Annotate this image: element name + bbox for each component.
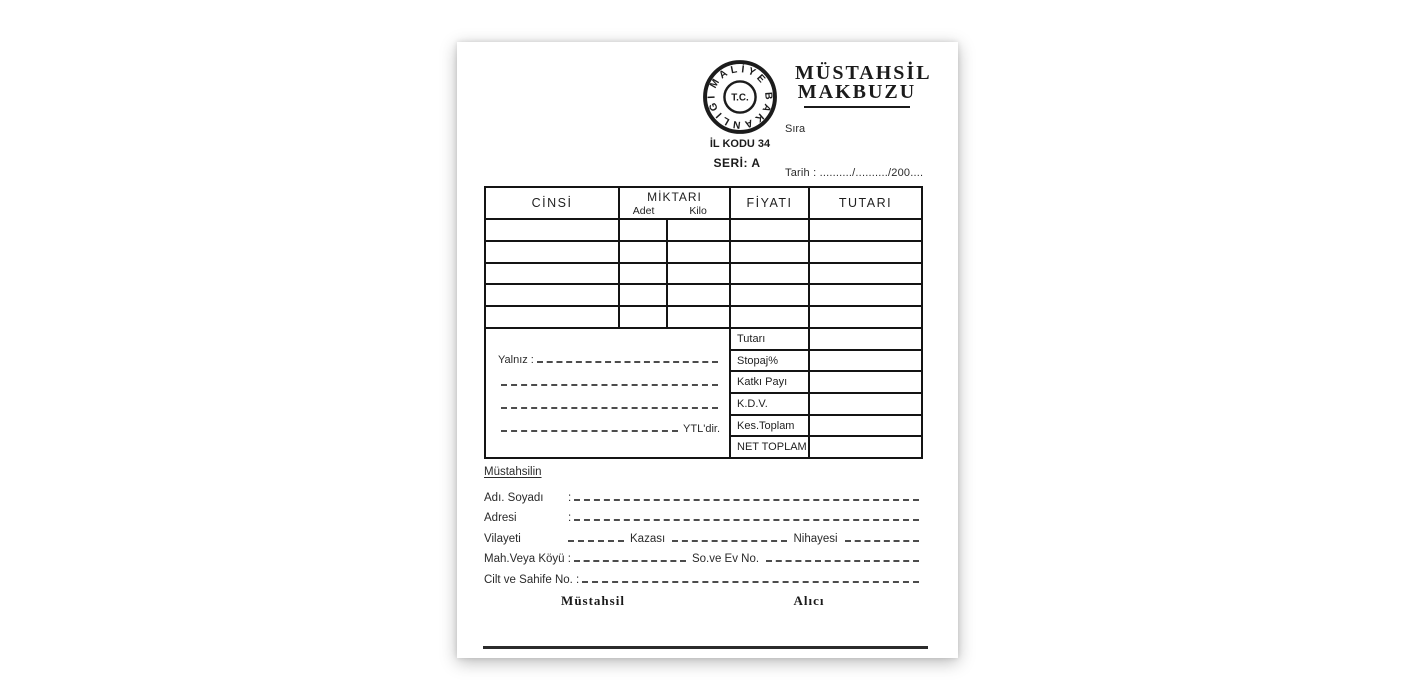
totals-label-kes-toplam: Kes.Toplam: [731, 416, 810, 436]
cell-kilo: [668, 307, 731, 327]
cell-fiyati: [731, 242, 810, 262]
dashed-line: [574, 556, 686, 562]
cell-cinsi: [486, 285, 620, 305]
miktari-label: MİKTARI: [647, 190, 702, 204]
cell-fiyati: [731, 220, 810, 240]
seal-ring-text: MALİYE BAKANLIĞI: [706, 64, 774, 130]
adresi-label: Adresi: [484, 512, 517, 524]
field-row-cilt-ve-sahife: [484, 570, 921, 586]
cilt-ve-sahife-label: Cilt ve Sahife No. :: [484, 574, 580, 586]
totals-value-cell: [810, 351, 921, 371]
dashed-line: [501, 380, 718, 386]
signature-alici: Alıcı: [793, 593, 825, 608]
totals-label-kdv: K.D.V.: [731, 394, 810, 414]
so-ve-ev-no-label: So.ve Ev No.: [691, 553, 760, 565]
cell-tutari: [810, 307, 921, 327]
table-row: [486, 242, 921, 264]
cell-adet: [620, 264, 668, 284]
totals-value-cell: [810, 416, 921, 436]
title-underline: [804, 106, 910, 108]
dashed-line: [501, 403, 718, 409]
items-table: [484, 186, 923, 459]
cell-cinsi: [486, 307, 620, 327]
mah-veya-koyu-label: Mah.Veya Köyü :: [484, 553, 571, 565]
title-line1: MÜSTAHSİL: [795, 62, 932, 84]
field-row-mah-veya-koyu: [484, 549, 921, 565]
totals-label-tutari: Tutarı: [731, 329, 810, 349]
cell-tutari: [810, 242, 921, 262]
ministry-seal-icon: [702, 59, 778, 135]
cell-adet: [620, 242, 668, 262]
cell-cinsi: [486, 220, 620, 240]
cell-adet: [620, 220, 668, 240]
miktari-subheaders: [620, 205, 729, 217]
cell-fiyati: [731, 307, 810, 327]
amount-words-line-1: [498, 343, 720, 366]
field-row-vilayeti: [484, 529, 921, 545]
dashed-line: [537, 357, 718, 363]
totals-row: [731, 329, 921, 351]
vilayeti-label: Vilayeti: [484, 533, 521, 545]
totals-row: [731, 394, 921, 416]
dashed-line: [574, 515, 919, 521]
receipt-page: [457, 42, 958, 658]
dashed-line: [501, 426, 678, 432]
table-row: [486, 264, 921, 286]
cell-kilo: [668, 285, 731, 305]
totals-row: [731, 416, 921, 438]
cell-tutari: [810, 220, 921, 240]
colon: :: [568, 492, 572, 504]
cell-kilo: [668, 242, 731, 262]
amount-words-line-3: [498, 389, 720, 412]
dashed-line: [845, 536, 919, 542]
cell-kilo: [668, 220, 731, 240]
totals-value-cell: [810, 437, 921, 457]
cell-adet: [620, 285, 668, 305]
dashed-line: [574, 495, 919, 501]
dashed-line: [672, 536, 787, 542]
table-row: [486, 307, 921, 329]
totals-label-stopaj: Stopaj%: [731, 351, 810, 371]
cell-fiyati: [731, 285, 810, 305]
signature-mustahsil: Müstahsil: [561, 593, 625, 608]
col-header-fiyati: FİYATI: [731, 188, 810, 218]
il-kodu-label: İL KODU 34: [709, 138, 771, 150]
items-table-body: [486, 220, 921, 329]
totals-block: [731, 329, 921, 457]
dashed-line: [766, 556, 919, 562]
items-table-header: [486, 188, 921, 220]
totals-label-katki-payi: Katkı Payı: [731, 372, 810, 392]
col-header-miktari: [620, 188, 731, 218]
col-header-kilo: Kilo: [689, 205, 707, 217]
cell-tutari: [810, 264, 921, 284]
title-line2: MAKBUZU: [797, 80, 917, 103]
totals-value-cell: [810, 329, 921, 349]
cell-tutari: [810, 285, 921, 305]
ytl-label: YTL'dir.: [683, 423, 720, 435]
seal-center-text: T.C.: [731, 92, 749, 104]
amount-words-line-4: [498, 412, 720, 435]
table-row: [486, 220, 921, 242]
col-header-tutari: TUTARI: [838, 196, 893, 210]
col-header-adet: Adet: [632, 205, 655, 217]
tarih-field: Tarih : ........../........../200....: [785, 167, 924, 179]
field-row-adresi: [484, 508, 921, 524]
cell-fiyati: [731, 264, 810, 284]
amount-in-words-cell: [486, 329, 731, 457]
totals-value-cell: [810, 372, 921, 392]
adi-soyadi-label: Adı. Soyadı: [484, 492, 544, 504]
footer-rule: [483, 646, 928, 649]
seri-label: SERİ: A: [713, 156, 761, 170]
cell-cinsi: [486, 264, 620, 284]
field-row-adi-soyadi: [484, 488, 921, 504]
amount-words-line-2: [498, 366, 720, 389]
table-bottom-section: [486, 329, 921, 457]
cell-cinsi: [486, 242, 620, 262]
cell-adet: [620, 307, 668, 327]
totals-row: [731, 372, 921, 394]
nihayesi-label: Nihayesi: [793, 533, 838, 545]
totals-label-net-toplam: NET TOPLAM: [731, 437, 810, 457]
col-header-cinsi: CİNSİ: [486, 188, 620, 218]
table-row: [486, 285, 921, 307]
colon: :: [568, 512, 572, 524]
cell-kilo: [668, 264, 731, 284]
document-title: [795, 62, 932, 103]
totals-row: [731, 437, 921, 457]
totals-value-cell: [810, 394, 921, 414]
totals-row: [731, 351, 921, 373]
sira-label: Sıra: [785, 123, 806, 135]
dashed-line: [582, 577, 919, 583]
kazasi-label: Kazası: [630, 533, 666, 545]
producer-section-heading: Müstahsilin: [484, 466, 542, 478]
dashed-line: [568, 536, 624, 542]
yalniz-label: Yalnız :: [498, 354, 534, 366]
